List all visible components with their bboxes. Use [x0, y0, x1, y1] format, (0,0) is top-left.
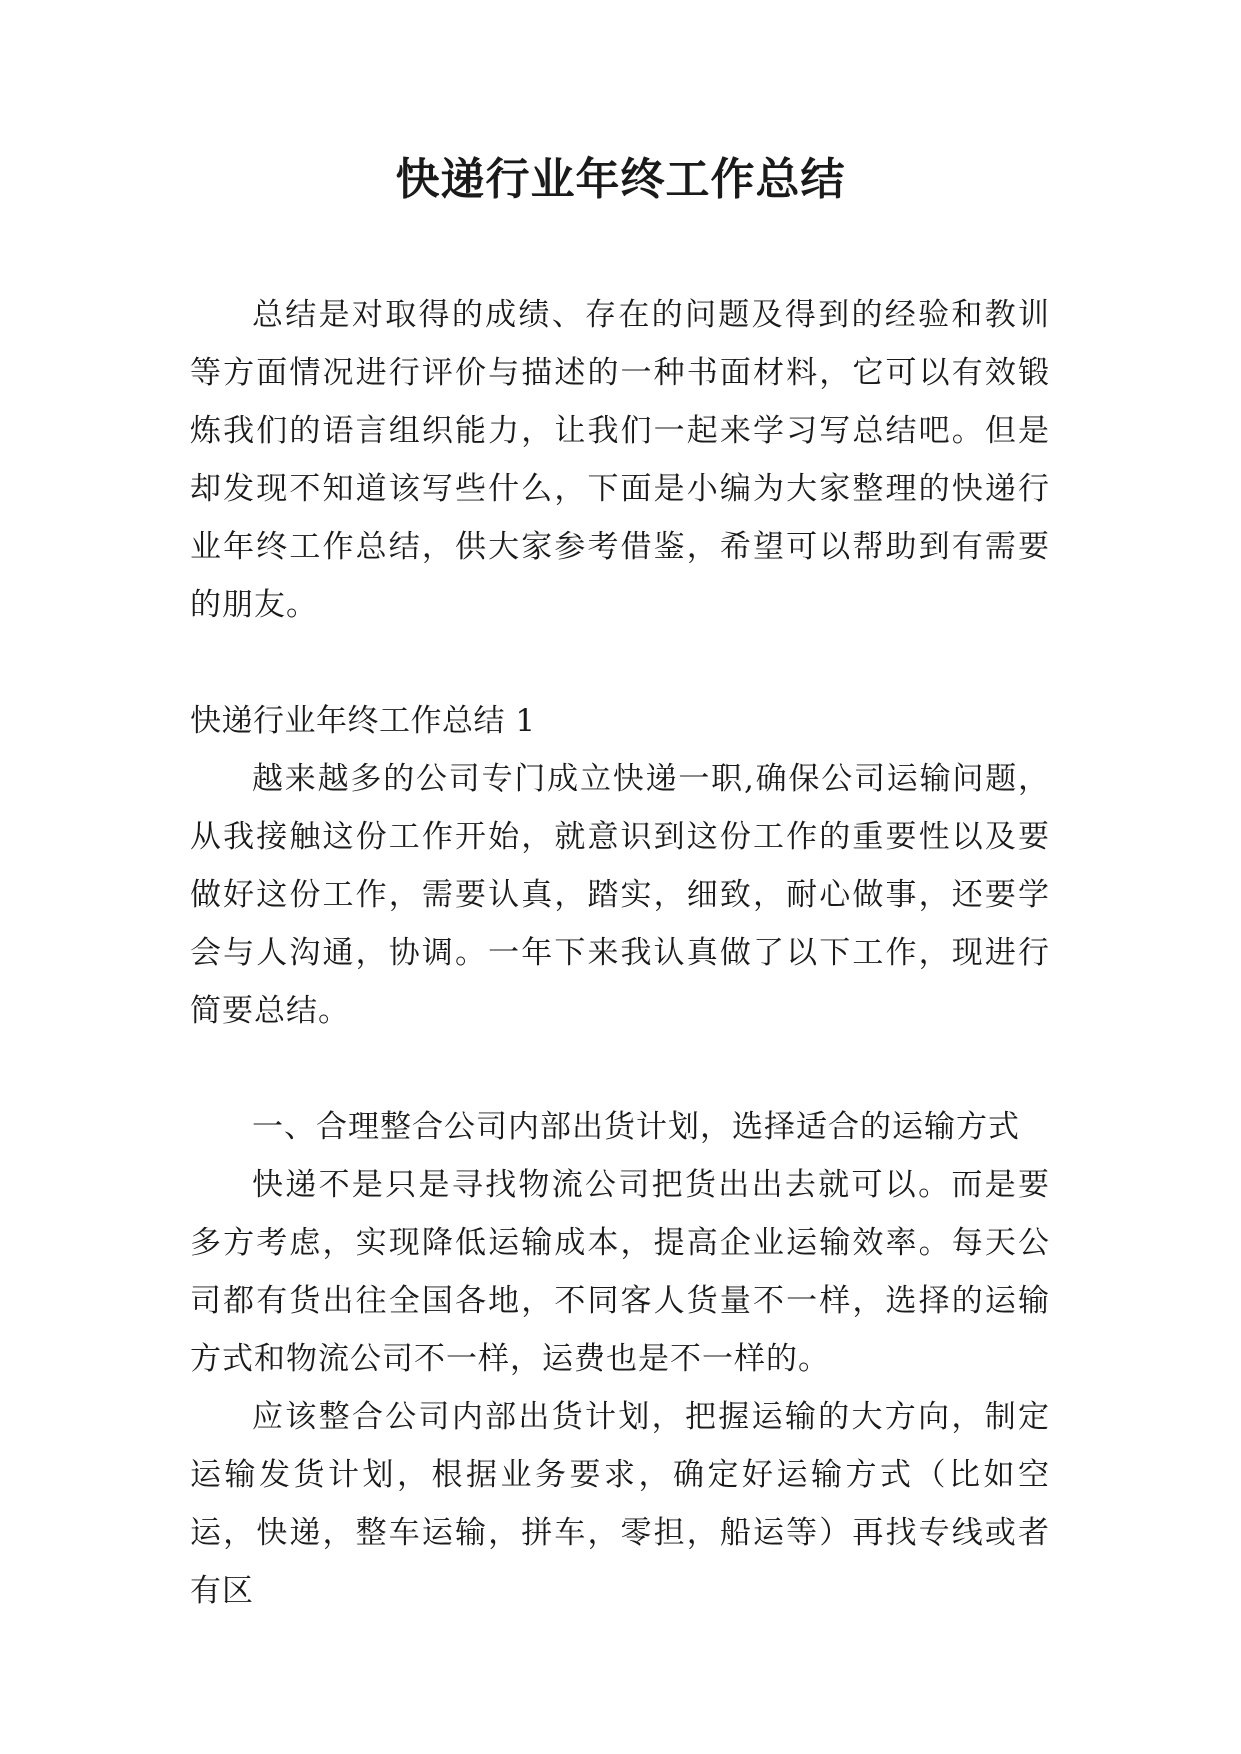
point-heading: 一、合理整合公司内部出货计划，选择适合的运输方式 [252, 1109, 1020, 1145]
intro-paragraph: 总结是对取得的成绩、存在的问题及得到的经验和教训等方面情况进行评价与描述的一种书面材料，它可以有效锻炼我们的语言组织能力，让我们一起来学习写总结吧。但是却发现不知道该写些什么，下面是小编为大家整理的快递行业年终工作总结，供大家参考借鉴，希望可以帮助到有需要的朋友。 [190, 297, 1050, 623]
section-heading: 快递行业年终工作总结 1 [190, 703, 536, 739]
point-paragraph: 快递不是只是寻找物流公司把货出出去就可以。而是要多方考虑，实现降低运输成本，提高企业运输效率。每天公司都有货出往全国各地，不同客人货量不一样，选择的运输方式和物流公司不一样，运费也是不一样的。 [190, 1167, 1050, 1377]
section-paragraph: 越来越多的公司专门成立快递一职,确保公司运输问题，从我接触这份工作开始，就意识到这份工作的重要性以及要做好这份工作，需要认真，踏实，细致，耐心做事，还要学会与人沟通，协调。一年下来我认真做了以下工作，现进行简要总结。 [190, 761, 1050, 1029]
document-title: 快递行业年终工作总结 [395, 154, 846, 205]
document-body [190, 286, 1050, 1620]
spacer [190, 634, 1050, 692]
spacer [190, 1040, 1050, 1098]
point-paragraph: 应该整合公司内部出货计划，把握运输的大方向，制定运输发货计划，根据业务要求，确定好运输方式（比如空运，快递，整车运输，拼车，零担，船运等）再找专线或者有区 [190, 1399, 1050, 1609]
